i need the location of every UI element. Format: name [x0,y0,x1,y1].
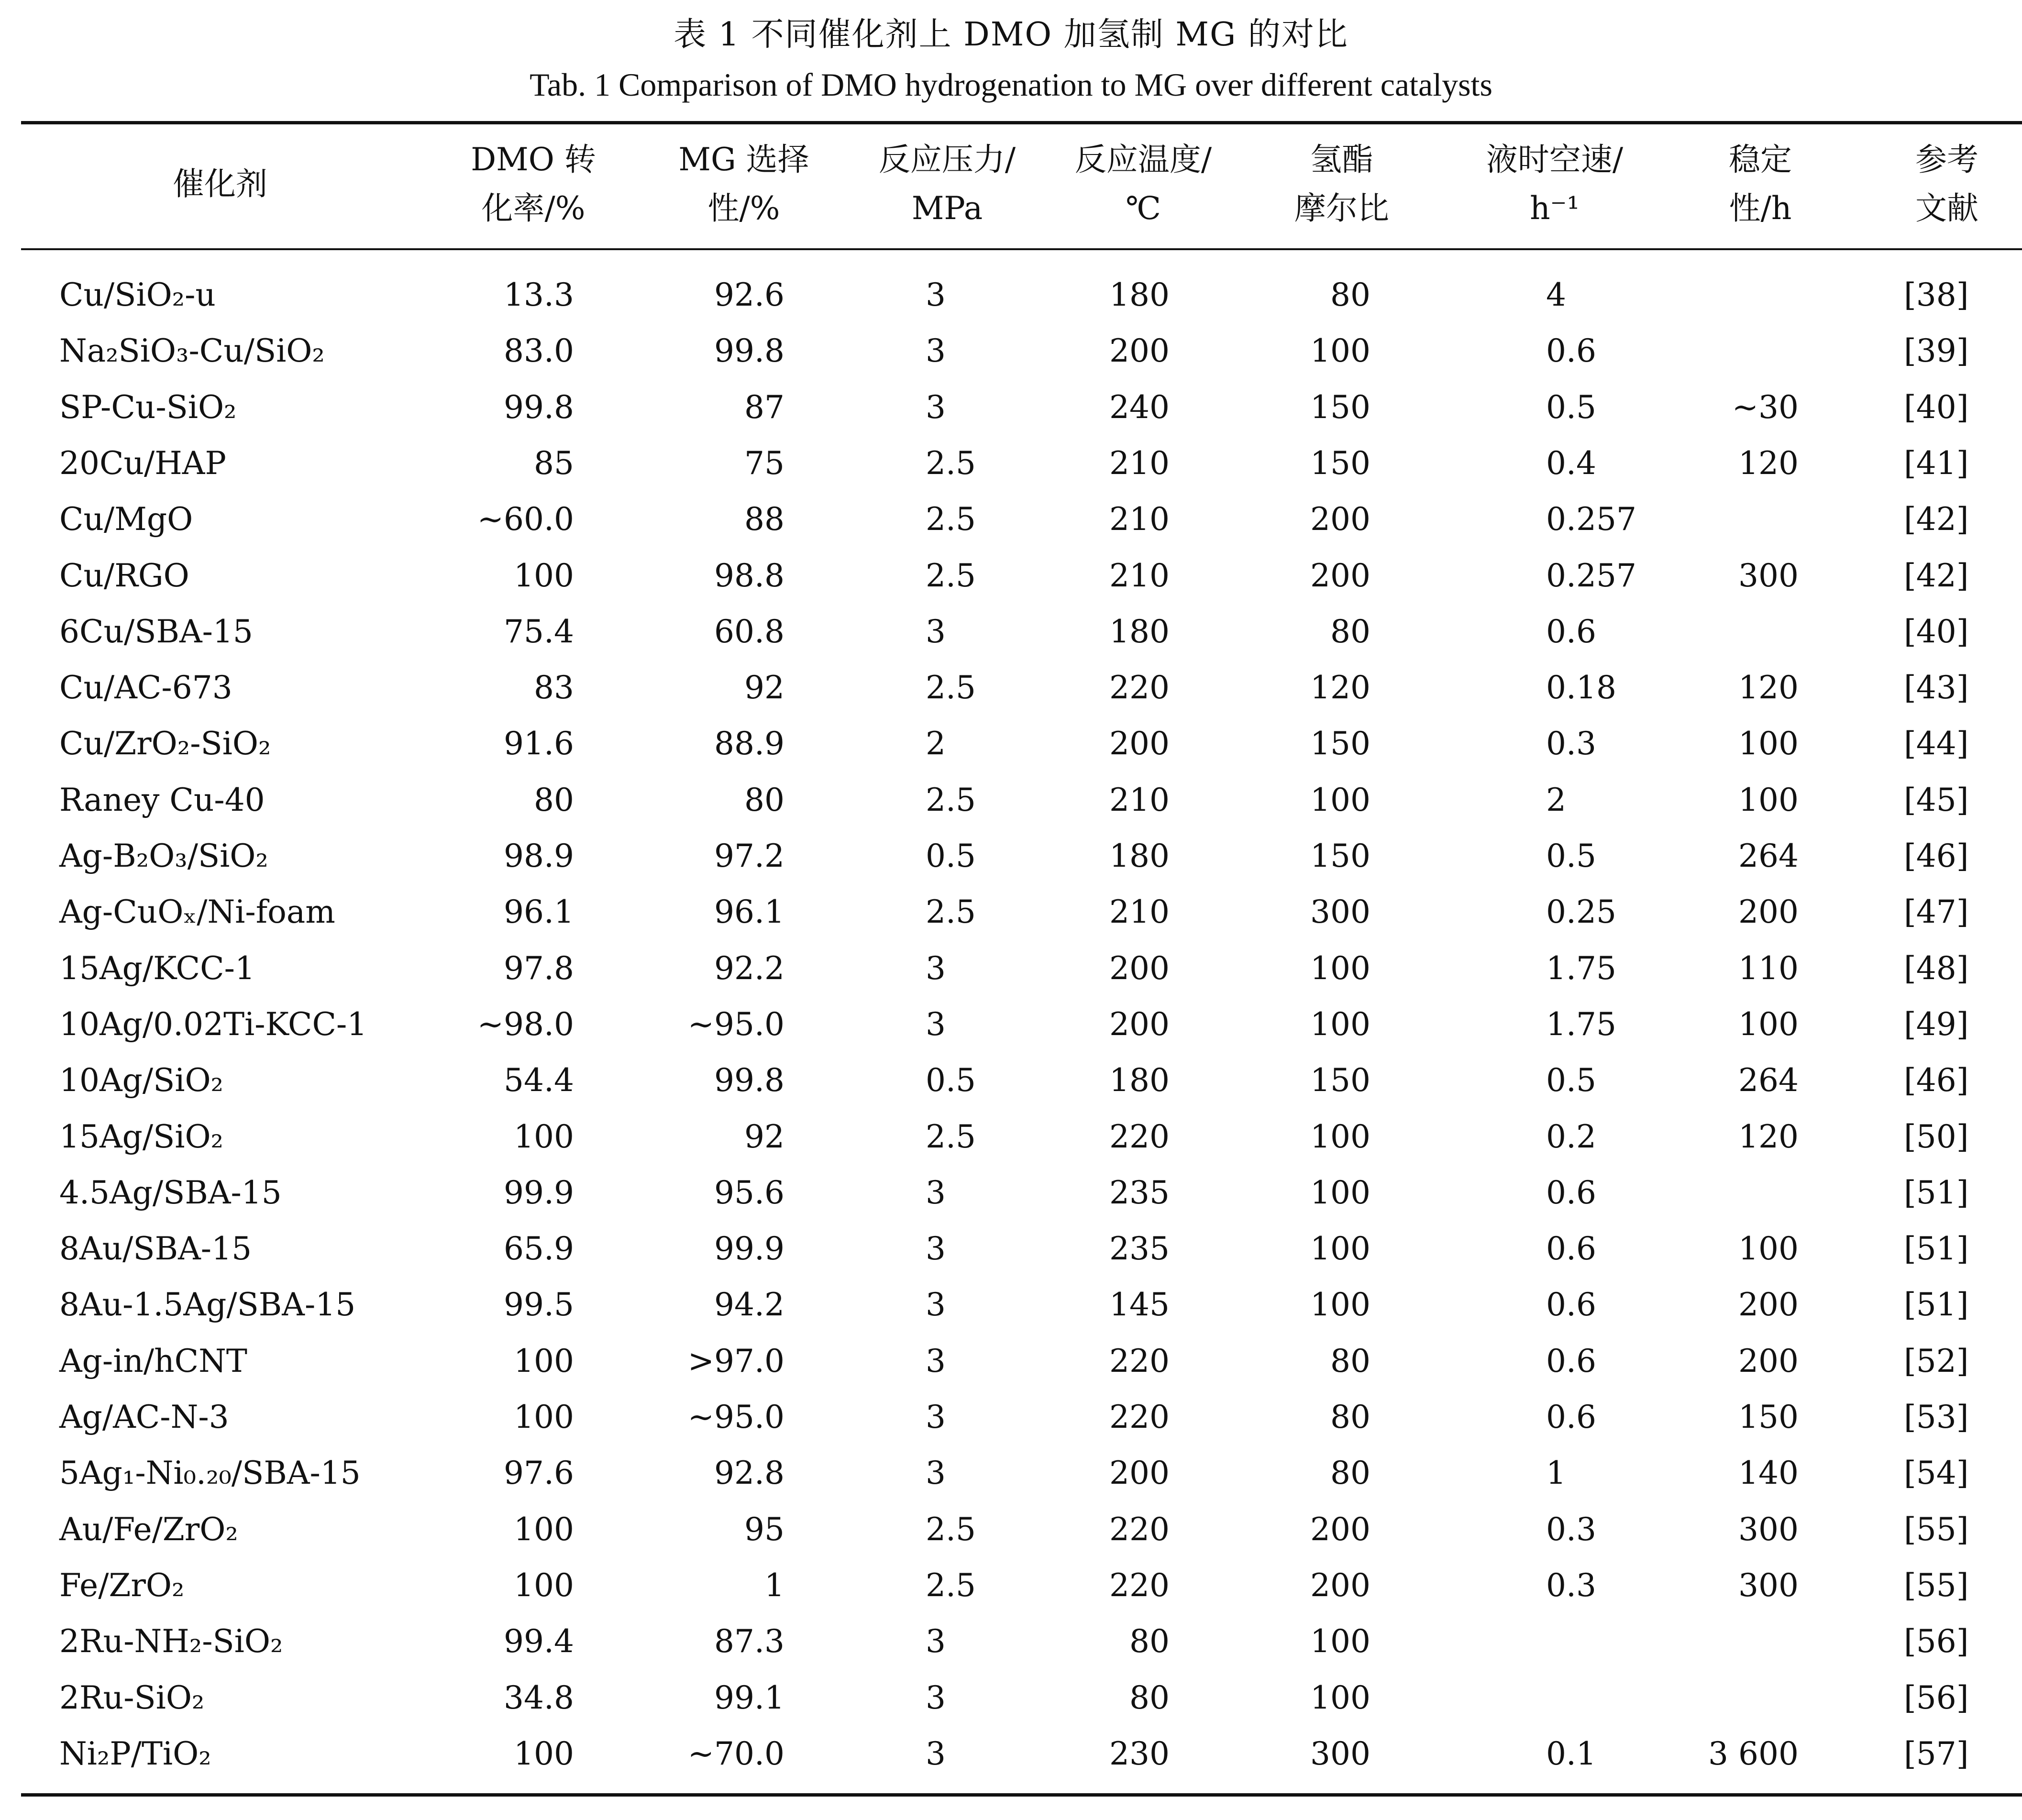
selectivity-cell: >97.0 [687,1343,784,1379]
conversion-cell: 98.9 [504,838,574,874]
h2-ester-ratio-cell: 300 [1310,893,1370,930]
conversion-cell: 100 [514,1567,574,1604]
temperature-cell: 210 [1109,557,1170,594]
pressure-cell: 3 [926,1735,946,1772]
h2-ester-ratio-cell: 100 [1310,1230,1370,1267]
pressure-cell: 0.5 [926,838,976,874]
conversion-cell: 54.4 [504,1062,574,1099]
catalyst-cell: Cu/MgO [59,501,193,538]
lhsv-cell: 0.5 [1546,838,1596,874]
conversion-cell: 13.3 [504,276,574,313]
selectivity-cell: 92 [744,1118,784,1155]
reference-cell: [55] [1904,1567,1969,1604]
reference-cell: [56] [1904,1623,1969,1660]
pressure-cell: 2 [926,725,946,762]
h2-ester-ratio-cell: 150 [1310,838,1370,874]
selectivity-cell: 98.8 [714,557,784,594]
reference-cell: [41] [1904,445,1969,482]
pressure-cell: 3 [926,1343,946,1379]
catalyst-cell: 8Au-1.5Ag/SBA-15 [59,1286,356,1323]
stability-cell [1669,1613,1799,1669]
stability-cell: 264 [1738,1062,1799,1099]
temperature-cell: 200 [1109,950,1170,987]
lhsv-cell: 1 [1546,1455,1566,1491]
selectivity-cell: 87.3 [714,1623,784,1660]
temperature-cell: 200 [1109,1455,1170,1491]
stability-cell [1669,1165,1799,1221]
conversion-cell: ~98.0 [477,1006,574,1043]
header-line: 性/h [1729,190,1792,227]
pressure-cell: 2.5 [926,782,976,818]
temperature-cell: 220 [1109,1118,1170,1155]
stability-cell: 264 [1738,838,1799,874]
lhsv-cell: 0.6 [1546,332,1596,369]
conversion-cell: 100 [514,1511,574,1548]
h2-ester-ratio-cell: 150 [1310,1062,1370,1099]
selectivity-cell: 97.2 [714,838,784,874]
pressure-cell: 3 [926,276,946,313]
header-pressure [842,135,1052,233]
catalyst-cell: 4.5Ag/SBA-15 [59,1174,282,1211]
h2-ester-ratio-cell: 80 [1330,1455,1370,1491]
temperature-cell: 235 [1109,1174,1170,1211]
lhsv-cell: 0.5 [1546,389,1596,426]
h2-ester-ratio-cell: 100 [1310,332,1370,369]
h2-ester-ratio-cell: 150 [1310,725,1370,762]
reference-cell: [54] [1904,1455,1969,1491]
h2-ester-ratio-cell: 100 [1310,1174,1370,1211]
temperature-cell: 210 [1109,501,1170,538]
temperature-cell: 210 [1109,782,1170,818]
header-line: 参考 [1915,141,1978,178]
pressure-cell: 3 [926,1399,946,1435]
catalyst-cell: Na₂SiO₃-Cu/SiO₂ [59,332,325,369]
h2-ester-ratio-cell: 200 [1310,1511,1370,1548]
temperature-cell: 240 [1109,389,1170,426]
stability-cell: 200 [1738,1286,1799,1323]
header-line: 稳定 [1729,141,1792,178]
reference-cell: [57] [1904,1735,1969,1772]
temperature-cell: 220 [1109,669,1170,706]
stability-cell: 150 [1738,1399,1799,1435]
header-line: DMO 转 [471,141,596,178]
h2-ester-ratio-cell: 120 [1310,669,1370,706]
pressure-cell: 2.5 [926,557,976,594]
reference-cell: [56] [1904,1679,1969,1716]
reference-cell: [55] [1904,1511,1969,1548]
temperature-cell: 180 [1109,838,1170,874]
selectivity-cell: 94.2 [714,1286,784,1323]
selectivity-cell: 99.8 [714,1062,784,1099]
reference-cell: [49] [1904,1006,1969,1043]
selectivity-cell: 60.8 [714,613,784,650]
catalyst-cell: 2Ru-SiO₂ [59,1679,205,1716]
stability-cell: 120 [1738,445,1799,482]
header-line: 化率/% [481,190,586,227]
header-line: MPa [911,190,983,227]
lhsv-cell: 0.3 [1546,1511,1596,1548]
catalyst-cell: Ag/AC-N-3 [59,1399,229,1435]
pressure-cell: 2.5 [926,1511,976,1548]
selectivity-cell: 99.1 [714,1679,784,1716]
conversion-cell: 80 [534,782,574,818]
header-line: h⁻¹ [1530,190,1580,227]
conversion-cell: 100 [514,1343,574,1379]
conversion-cell: 99.5 [504,1286,574,1323]
selectivity-cell: ~95.0 [687,1006,784,1043]
h2-ester-ratio-cell: 200 [1310,1567,1370,1604]
selectivity-cell: 88 [744,501,784,538]
conversion-cell: 91.6 [504,725,574,762]
catalyst-cell: 20Cu/HAP [59,445,226,482]
pressure-cell: 3 [926,332,946,369]
table-top-rule [21,121,2022,124]
lhsv-cell: 4 [1546,276,1566,313]
catalyst-cell: Au/Fe/ZrO₂ [59,1511,238,1548]
reference-cell: [50] [1904,1118,1969,1155]
temperature-cell: 220 [1109,1511,1170,1548]
reference-cell: [42] [1904,501,1969,538]
h2-ester-ratio-cell: 100 [1310,1006,1370,1043]
table-bottom-rule [21,1793,2022,1797]
header-h2-ester-ratio [1244,135,1440,233]
conversion-cell: 65.9 [504,1230,574,1267]
catalyst-cell: 15Ag/KCC-1 [59,950,255,987]
pressure-cell: 2.5 [926,669,976,706]
temperature-cell: 200 [1109,725,1170,762]
h2-ester-ratio-cell: 100 [1310,1679,1370,1716]
pressure-cell: 2.5 [926,893,976,930]
selectivity-cell: 92 [744,669,784,706]
pressure-cell: 3 [926,1230,946,1267]
h2-ester-ratio-cell: 100 [1310,782,1370,818]
pressure-cell: 3 [926,389,946,426]
stability-cell: 110 [1738,950,1799,987]
catalyst-cell: 6Cu/SBA-15 [59,613,253,650]
temperature-cell: 235 [1109,1230,1170,1267]
selectivity-cell: 92.2 [714,950,784,987]
conversion-cell: 100 [514,1735,574,1772]
stability-cell [1669,1670,1799,1726]
lhsv-cell: 0.257 [1546,501,1636,538]
lhsv-cell: 0.25 [1546,893,1616,930]
selectivity-cell: ~70.0 [687,1735,784,1772]
lhsv-cell: 0.2 [1546,1118,1596,1155]
catalyst-cell: SP-Cu-SiO₂ [59,389,237,426]
conversion-cell: 100 [514,1399,574,1435]
reference-cell: [43] [1904,669,1969,706]
conversion-cell: 97.8 [504,950,574,987]
temperature-cell: 230 [1109,1735,1170,1772]
h2-ester-ratio-cell: 100 [1310,1118,1370,1155]
header-line: 液时空速/ [1486,141,1624,178]
selectivity-cell: 92.8 [714,1455,784,1491]
reference-cell: [42] [1904,557,1969,594]
h2-ester-ratio-cell: 200 [1310,501,1370,538]
lhsv-cell: 1.75 [1546,950,1616,987]
temperature-cell: 80 [1129,1623,1170,1660]
stability-cell [1669,323,1799,379]
catalyst-cell: Cu/ZrO₂-SiO₂ [59,725,271,762]
reference-cell: [39] [1904,332,1969,369]
table-header-rule [21,248,2022,250]
reference-cell: [48] [1904,950,1969,987]
selectivity-cell: 88.9 [714,725,784,762]
h2-ester-ratio-cell: 200 [1310,557,1370,594]
conversion-cell: 85 [534,445,574,482]
temperature-cell: 220 [1109,1399,1170,1435]
stability-cell: 200 [1738,1343,1799,1379]
conversion-cell: ~60.0 [477,501,574,538]
lhsv-cell: 0.18 [1546,669,1616,706]
lhsv-cell: 0.5 [1546,1062,1596,1099]
temperature-cell: 200 [1109,1006,1170,1043]
catalyst-cell: Ag-B₂O₃/SiO₂ [59,838,268,874]
header-line: 反应压力/ [878,141,1016,178]
reference-cell: [40] [1904,613,1969,650]
temperature-cell: 180 [1109,613,1170,650]
catalyst-cell: 15Ag/SiO₂ [59,1118,224,1155]
pressure-cell: 2.5 [926,1567,976,1604]
header-line: 文献 [1915,190,1978,227]
stability-cell: 200 [1738,893,1799,930]
pressure-cell: 3 [926,950,946,987]
lhsv-cell: 0.4 [1546,445,1596,482]
pressure-cell: 3 [926,1679,946,1716]
pressure-cell: 3 [926,1455,946,1491]
reference-cell: [40] [1904,389,1969,426]
conversion-cell: 99.4 [504,1623,574,1660]
pressure-cell: 3 [926,1006,946,1043]
catalyst-cell: Ni₂P/TiO₂ [59,1735,211,1772]
conversion-cell: 83 [534,669,574,706]
temperature-cell: 145 [1109,1286,1170,1323]
lhsv-cell: 1.75 [1546,1006,1616,1043]
stability-cell [1669,604,1799,660]
lhsv-cell: 0.3 [1546,1567,1596,1604]
lhsv-cell: 0.6 [1546,613,1596,650]
stability-cell [1669,267,1799,323]
lhsv-cell: 2 [1546,782,1566,818]
temperature-cell: 180 [1109,276,1170,313]
catalyst-cell: Fe/ZrO₂ [59,1567,185,1604]
selectivity-cell: 99.9 [714,1230,784,1267]
stability-cell: 100 [1738,1230,1799,1267]
h2-ester-ratio-cell: 80 [1330,613,1370,650]
header-line: 摩尔比 [1294,190,1389,227]
header-line: 氢酯 [1310,141,1373,178]
conversion-cell: 99.8 [504,389,574,426]
catalyst-cell: 2Ru-NH₂-SiO₂ [59,1623,283,1660]
catalyst-cell: 5Ag₁-Ni₀.₂₀/SBA-15 [59,1455,361,1491]
h2-ester-ratio-cell: 80 [1330,276,1370,313]
reference-cell: [46] [1904,1062,1969,1099]
reference-cell: [51] [1904,1174,1969,1211]
conversion-cell: 34.8 [504,1679,574,1716]
conversion-cell: 97.6 [504,1455,574,1491]
lhsv-cell: 0.257 [1546,557,1636,594]
catalyst-cell: Cu/RGO [59,557,189,594]
header-line: 性/% [707,190,780,227]
selectivity-cell: 95 [744,1511,784,1548]
stability-cell: ~30 [1732,389,1799,426]
catalyst-cell: Cu/SiO₂-u [59,276,216,313]
catalyst-cell: 8Au/SBA-15 [59,1230,252,1267]
pressure-cell: 2.5 [926,501,976,538]
table-caption-chinese: 表 1 不同催化剂上 DMO 加氢制 MG 的对比 [674,16,1348,54]
stability-cell: 120 [1738,1118,1799,1155]
selectivity-cell: 1 [764,1567,784,1604]
conversion-cell: 100 [514,557,574,594]
conversion-cell: 96.1 [504,893,574,930]
catalyst-cell: Ag-CuOₓ/Ni-foam [59,893,335,930]
header-reference [1861,135,2022,233]
temperature-cell: 220 [1109,1567,1170,1604]
h2-ester-ratio-cell: 80 [1330,1343,1370,1379]
pressure-cell: 0.5 [926,1062,976,1099]
temperature-cell: 210 [1109,445,1170,482]
conversion-cell: 100 [514,1118,574,1155]
temperature-cell: 80 [1129,1679,1170,1716]
header-stability [1660,135,1861,233]
temperature-cell: 210 [1109,893,1170,930]
h2-ester-ratio-cell: 100 [1310,1286,1370,1323]
selectivity-cell: 95.6 [714,1174,784,1211]
selectivity-cell: 87 [744,389,784,426]
stability-cell: 300 [1738,1567,1799,1604]
reference-cell: [46] [1904,838,1969,874]
header-line: 反应温度/ [1074,141,1212,178]
stability-cell: 120 [1738,669,1799,706]
reference-cell: [44] [1904,725,1969,762]
reference-cell: [38] [1904,276,1969,313]
catalyst-cell: Ag-in/hCNT [59,1343,247,1379]
pressure-cell: 3 [926,613,946,650]
pressure-cell: 3 [926,1286,946,1323]
stability-cell: 300 [1738,557,1799,594]
selectivity-cell: 80 [744,782,784,818]
selectivity-cell: 75 [744,445,784,482]
pressure-cell: 2.5 [926,1118,976,1155]
conversion-cell: 75.4 [504,613,574,650]
h2-ester-ratio-cell: 100 [1310,950,1370,987]
h2-ester-ratio-cell: 300 [1310,1735,1370,1772]
reference-cell: [52] [1904,1343,1969,1379]
lhsv-cell: 0.6 [1546,1343,1596,1379]
temperature-cell: 200 [1109,332,1170,369]
header-line: ℃ [1126,190,1161,227]
h2-ester-ratio-cell: 80 [1330,1399,1370,1435]
table-caption-english: Tab. 1 Comparison of DMO hydrogenation to MG over different catalysts [530,66,1492,103]
lhsv-cell: 0.1 [1546,1735,1596,1772]
pressure-cell: 2.5 [926,445,976,482]
selectivity-cell: 96.1 [714,893,784,930]
h2-ester-ratio-cell: 150 [1310,445,1370,482]
h2-ester-ratio-cell: 100 [1310,1623,1370,1660]
header-line: MG 选择 [678,141,809,178]
temperature-cell: 220 [1109,1343,1170,1379]
lhsv-cell: 0.6 [1546,1230,1596,1267]
header-catalyst [81,135,359,233]
conversion-cell: 83.0 [504,332,574,369]
lhsv-cell: 0.6 [1546,1174,1596,1211]
selectivity-cell: 99.8 [714,332,784,369]
reference-cell: [53] [1904,1399,1969,1435]
stability-cell: 100 [1738,725,1799,762]
lhsv-cell: 0.6 [1546,1399,1596,1435]
header-selectivity [636,135,851,233]
reference-cell: [51] [1904,1286,1969,1323]
stability-cell: 3 600 [1708,1735,1799,1772]
header-lhsv [1449,135,1660,233]
lhsv-cell: 0.6 [1546,1286,1596,1323]
selectivity-cell: 92.6 [714,276,784,313]
reference-cell: [45] [1904,782,1969,818]
stability-cell [1669,491,1799,547]
stability-cell: 140 [1738,1455,1799,1491]
catalyst-cell: 10Ag/SiO₂ [59,1062,224,1099]
temperature-cell: 180 [1109,1062,1170,1099]
h2-ester-ratio-cell: 150 [1310,389,1370,426]
reference-cell: [47] [1904,893,1969,930]
header-temperature [1048,135,1239,233]
catalyst-cell: 10Ag/0.02Ti-KCC-1 [59,1006,367,1043]
header-line: 催化剂 [173,165,267,202]
pressure-cell: 3 [926,1174,946,1211]
lhsv-cell: 0.3 [1546,725,1596,762]
stability-cell: 300 [1738,1511,1799,1548]
stability-cell: 100 [1738,1006,1799,1043]
reference-cell: [51] [1904,1230,1969,1267]
stability-cell: 100 [1738,782,1799,818]
catalyst-cell: Raney Cu-40 [59,782,265,818]
catalyst-cell: Cu/AC-673 [59,669,232,706]
selectivity-cell: ~95.0 [687,1399,784,1435]
header-conversion [431,135,636,233]
pressure-cell: 3 [926,1623,946,1660]
conversion-cell: 99.9 [504,1174,574,1211]
